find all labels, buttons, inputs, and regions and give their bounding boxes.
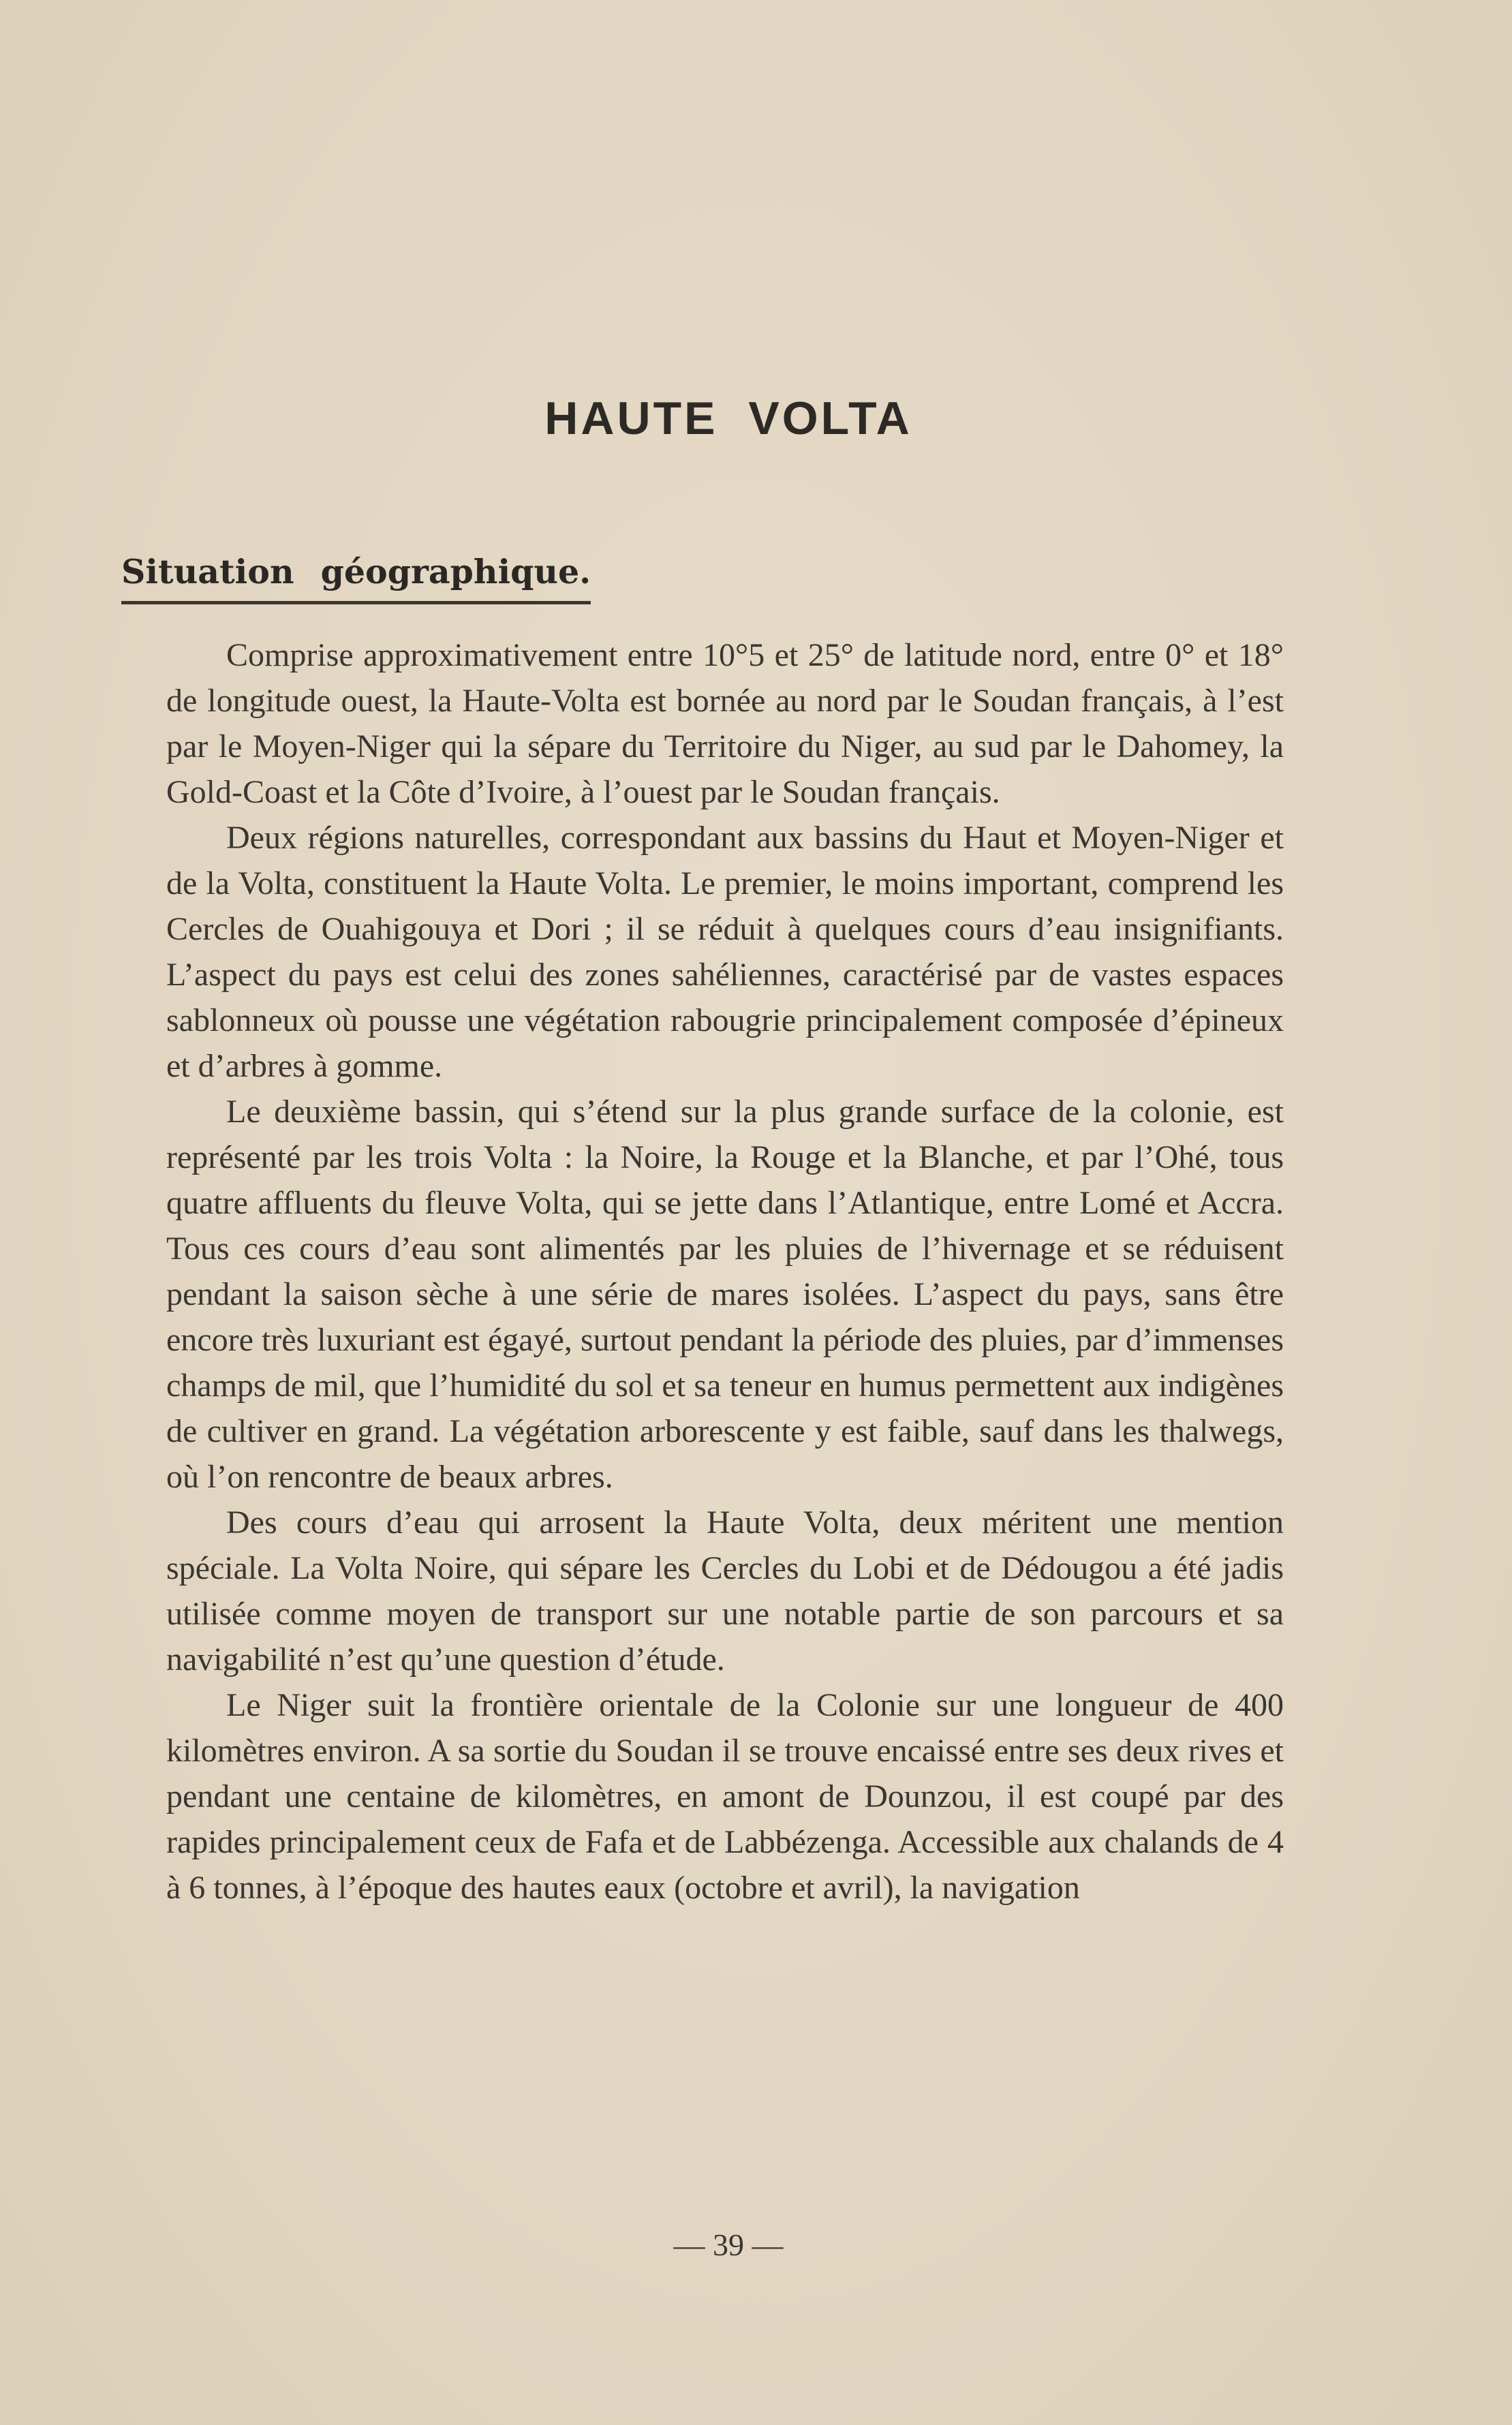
- page-title: HAUTE VOLTA: [544, 392, 912, 444]
- paragraph: Deux régions naturelles, correspondant aux bassins du Haut et Moyen-Niger et de la Volta, constituent la Haute Volta. Le premier, le moins important, comprend les Cercles de Ouahigouya et Dori ; il se réduit à quelques cours d’eau insignifiants. L’aspect du pays est celui des zones sahéliennes, caractérisé par de vastes espaces sablonneux où pousse une végétation rabougrie principalement composée d’épineux et d’arbres à gomme.: [166, 820, 1284, 1084]
- body-text: [166, 632, 1284, 1911]
- paragraph: Le deuxième bassin, qui s’étend sur la plus grande surface de la colonie, est représenté par les trois Volta : la Noire, la Rouge et la Blanche, et par l’Ohé, tous quatre affluents du fleuve Volta, qui se jette dans l’Atlantique, entre Lomé et Accra. Tous ces cours d’eau sont alimentés par les pluies de l’hivernage et se réduisent pendant la saison sèche à une série de mares isolées. L’aspect du pays, sans être encore très luxuriant est égayé, surtout pendant la période des pluies, par d’immenses champs de mil, que l’humidité du sol et sa teneur en humus permettent aux indigènes de cultiver en grand. La végétation arborescente y est faible, sauf dans les thalwegs, où l’on rencontre de beaux arbres.: [166, 1094, 1284, 1495]
- page-number: — 39 —: [673, 2227, 784, 2262]
- section-heading: Situation géographique.: [121, 552, 591, 604]
- paragraph: Le Niger suit la frontière orientale de la Colonie sur une longueur de 400 kilomètres environ. A sa sortie du Soudan il se trouve encaissé entre ses deux rives et pendant une centaine de kilomètres, en amont de Dounzou, il est coupé par des rapides principalement ceux de Fafa et de Labbézenga. Accessible aux chalands de 4 à 6 tonnes, à l’époque des hautes eaux (octobre et avril), la navigation: [166, 1687, 1284, 1906]
- paragraph: Des cours d’eau qui arrosent la Haute Volta, deux méritent une mention spéciale. La Volta Noire, qui sépare les Cercles du Lobi et de Dédougou a été jadis utilisée comme moyen de transport sur une notable partie de son parcours et sa navigabilité n’est qu’une question d’étude.: [166, 1504, 1284, 1678]
- paragraph: Comprise approximativement entre 10°5 et 25° de latitude nord, entre 0° et 18° de longitude ouest, la Haute-Volta est bornée au nord par le Soudan français, à l’est par le Moyen-Niger qui la sépare du Territoire du Niger, au sud par le Dahomey, la Gold-Coast et la Côte d’Ivoire, à l’ouest par le Soudan français.: [166, 637, 1284, 810]
